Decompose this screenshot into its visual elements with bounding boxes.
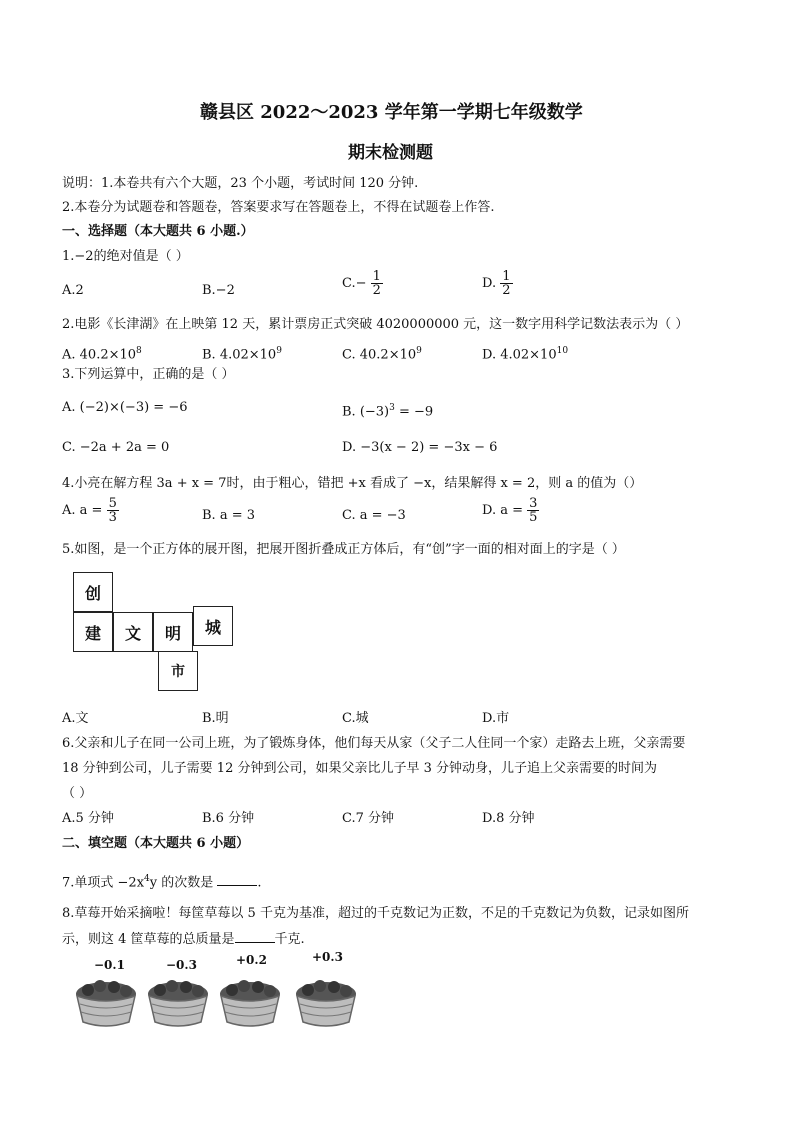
q3-stem: 3.下列运算中，正确的是（ ） bbox=[62, 367, 235, 382]
q1-option-c bbox=[342, 270, 383, 297]
q4-option-d: D. a = $\frac{3}{5}$ bbox=[482, 496, 538, 525]
q6-line-2: 18 分钟到公司，儿子需要 12 分钟到公司，如果父亲比儿子早 3 分钟动身，儿子追上父亲需要的时间为 bbox=[62, 761, 658, 776]
q4-stem: 4.小亮在解方程 3a + x = 7时，由于粗心，错把 +x 看成了 −x，结果解得 x = 2，则 a 的值为（） bbox=[62, 476, 643, 491]
cube-net-figure bbox=[70, 568, 240, 692]
q4-option-b: B. a = 3 bbox=[202, 508, 255, 523]
q7-stem: 7.单项式 $-2x^4y$ 的次数是 . bbox=[62, 874, 262, 891]
page-title: 赣县区 2022～2023 学年第一学期七年级数学 bbox=[200, 102, 583, 123]
q8-line-1: 8.草莓开始采摘啦！每筐草莓以 5 千克为基准，超过的千克数记为正数，不足的千克数记为负数，记录如图所 bbox=[62, 906, 689, 921]
net-cell-row-4: 城 bbox=[193, 606, 233, 646]
q1-stem: 1.−2的绝对值是（ ） bbox=[62, 249, 189, 264]
net-cell-row-1: 建 bbox=[73, 612, 113, 652]
note-line-1: 说明：1.本卷共有六个大题，23 个小题，考试时间 120 分钟. bbox=[62, 176, 419, 191]
net-cell-top: 创 bbox=[73, 572, 113, 612]
q1-option-b: B.−2 bbox=[202, 283, 235, 298]
q1-option-d bbox=[482, 270, 513, 297]
net-cell-row-2: 文 bbox=[113, 612, 153, 652]
q2-option-a: A. $40.2\times 10^8$ bbox=[62, 346, 142, 363]
q2-option-d: D. $4.02\times 10^{10}$ bbox=[482, 346, 569, 363]
q1-option-a: A.2 bbox=[62, 283, 84, 298]
q6-option-a: A.5 分钟 bbox=[62, 811, 114, 826]
q1-c-prefix: C.− bbox=[342, 275, 367, 291]
q6-option-d: D.8 分钟 bbox=[482, 811, 535, 826]
net-cell-row-3: 明 bbox=[153, 612, 193, 652]
q2-option-b: B. $4.02\times 10^9$ bbox=[202, 346, 282, 363]
strawberry-basket-icon bbox=[74, 976, 138, 1028]
q4-option-a: A. a = $\frac{5}{3}$ bbox=[62, 496, 117, 525]
q6-line-1: 6.父亲和儿子在同一公司上班，为了锻炼身体，他们每天从家（父子二人住同一个家）走路去上班，父亲需要 bbox=[62, 736, 686, 751]
q7-answer-blank[interactable] bbox=[217, 873, 257, 886]
q6-option-c: C.7 分钟 bbox=[342, 811, 395, 826]
net-cell-bottom: 市 bbox=[158, 651, 198, 691]
q3-option-a: A. (−2)×(−3) = −6 bbox=[62, 400, 188, 415]
q6-line-3: （ ） bbox=[62, 786, 93, 801]
q8-answer-blank[interactable] bbox=[235, 930, 275, 943]
q1-d-fraction: $\frac{1}{2}$ bbox=[502, 269, 511, 298]
page-subtitle: 期末检测题 bbox=[348, 143, 433, 163]
q2-stem: 2.电影《长津湖》在上映第 12 天，累计票房正式突破 4020000000 元，这一数字用科学记数法表示为（ ） bbox=[62, 317, 689, 332]
q4-d-fraction: $\frac{3}{5}$ bbox=[529, 496, 538, 525]
q6-option-b: B.6 分钟 bbox=[202, 811, 255, 826]
q5-option-d: D.市 bbox=[482, 711, 510, 726]
note-line-2: 2.本卷分为试题卷和答题卷，答案要求写在答题卷上，不得在试题卷上作答. bbox=[62, 200, 495, 215]
q3-option-d: D. −3(x − 2) = −3x − 6 bbox=[342, 440, 498, 455]
q5-option-b: B.明 bbox=[202, 711, 229, 726]
strawberry-basket-icon bbox=[218, 976, 282, 1028]
q1-d-prefix: D. bbox=[482, 275, 497, 291]
q2-option-c: C. $40.2\times 10^9$ bbox=[342, 346, 422, 363]
strawberry-basket-icon bbox=[294, 976, 358, 1028]
q8-line-2: 示，则这 4 筐草莓的总质量是 千克. bbox=[62, 932, 305, 947]
basket-label-2: −0.3 bbox=[166, 958, 197, 972]
section-heading-fill: 二、填空题（本大题共 6 小题） bbox=[62, 836, 250, 851]
basket-label-4: +0.3 bbox=[312, 950, 343, 964]
q5-option-a: A.文 bbox=[62, 711, 89, 726]
q1-c-fraction: $\frac{1}{2}$ bbox=[372, 269, 381, 298]
q3-option-c: C. −2a + 2a = 0 bbox=[62, 440, 170, 455]
q3-option-b: B. $(-3)^3 = -9$ bbox=[342, 403, 434, 420]
section-heading-choice: 一、选择题（本大题共 6 小题.） bbox=[62, 224, 254, 239]
basket-label-3: +0.2 bbox=[236, 953, 267, 967]
basket-label-1: −0.1 bbox=[94, 958, 125, 972]
q4-option-c: C. a = −3 bbox=[342, 508, 406, 523]
strawberry-basket-icon bbox=[146, 976, 210, 1028]
q5-stem: 5.如图，是一个正方体的展开图，把展开图折叠成正方体后，有“创”字一面的相对面上的字是（ ） bbox=[62, 542, 625, 557]
q5-option-c: C.城 bbox=[342, 711, 369, 726]
q4-a-fraction: $\frac{5}{3}$ bbox=[108, 496, 117, 525]
